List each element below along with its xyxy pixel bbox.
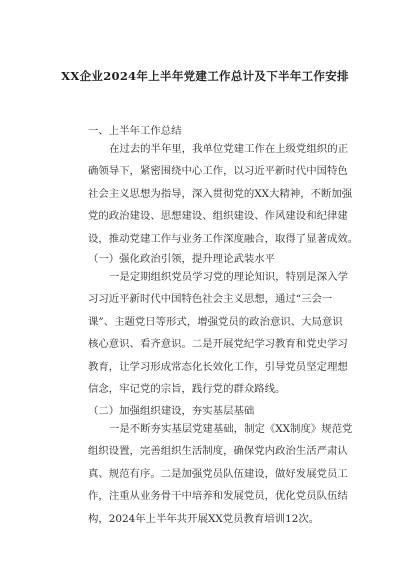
subsection-heading-political: （一）强化政治引领，提升理论武装水平: [88, 253, 276, 265]
document-title: XX企业2024年上半年党建工作总计及下半年工作安排: [61, 69, 349, 83]
paragraph-line: 作，注重从业务骨干中培养和发展党员，优化党员队伍结: [88, 490, 348, 503]
paragraph-line: 教育，让学习形成常态化长效化工作，引导党员坚定理想: [88, 360, 348, 373]
paragraph-political: [88, 266, 348, 400]
paragraph-line: 组织设置，完善组织生活制度，确保党内政治生活严肃认: [88, 445, 348, 458]
paragraph-line: 社会主义思想为指导，深入贯彻党的XX大精神，不断加强: [88, 187, 353, 200]
paragraph-line: 真、规范有序。二是加强党员队伍建设，做好发展党员工: [88, 467, 348, 480]
paragraph-line: 确领导下，紧密围绕中心工作，以习近平新时代中国特色: [88, 165, 348, 178]
paragraph-line: 构，2024年上半年共开展XX党员教育培训12次。: [88, 512, 320, 525]
paragraph-line: 信念，牢记党的宗旨，践行党的群众路线。: [88, 383, 286, 396]
paragraph-line: 课”、主题党日等形式，增强党员的政治意识、大局意识: [88, 315, 343, 328]
paragraph-line: 一是不断夯实基层党建基础，制定《XX制度》规范党: [109, 423, 353, 435]
paragraph-line: 核心意识、看齐意识。二是开展党纪学习教育和党史学习: [88, 338, 348, 351]
paragraph-line: 设，推动党建工作与业务工作深度融合，取得了显著成效。: [88, 232, 359, 245]
paragraph-line: 党的政治建设、思想建设、组织建设、作风建设和纪律建: [88, 210, 348, 223]
paragraph-organization: [88, 418, 353, 530]
subsection-heading-organization: （二）加强组织建设，夯实基层基础: [88, 405, 255, 417]
paragraph-line: 习习近平新时代中国特色社会主义思想，通过“三会一: [88, 293, 333, 306]
paragraph-line: 一是定期组织党员学习党的理论知识，特别是深入学: [109, 271, 348, 283]
paragraph-line: 在过去的半年里，我单位党建工作在上级党组织的正: [109, 143, 348, 155]
paragraph-overview: [88, 138, 359, 250]
section-heading-summary: 一、上半年工作总结: [88, 125, 182, 137]
